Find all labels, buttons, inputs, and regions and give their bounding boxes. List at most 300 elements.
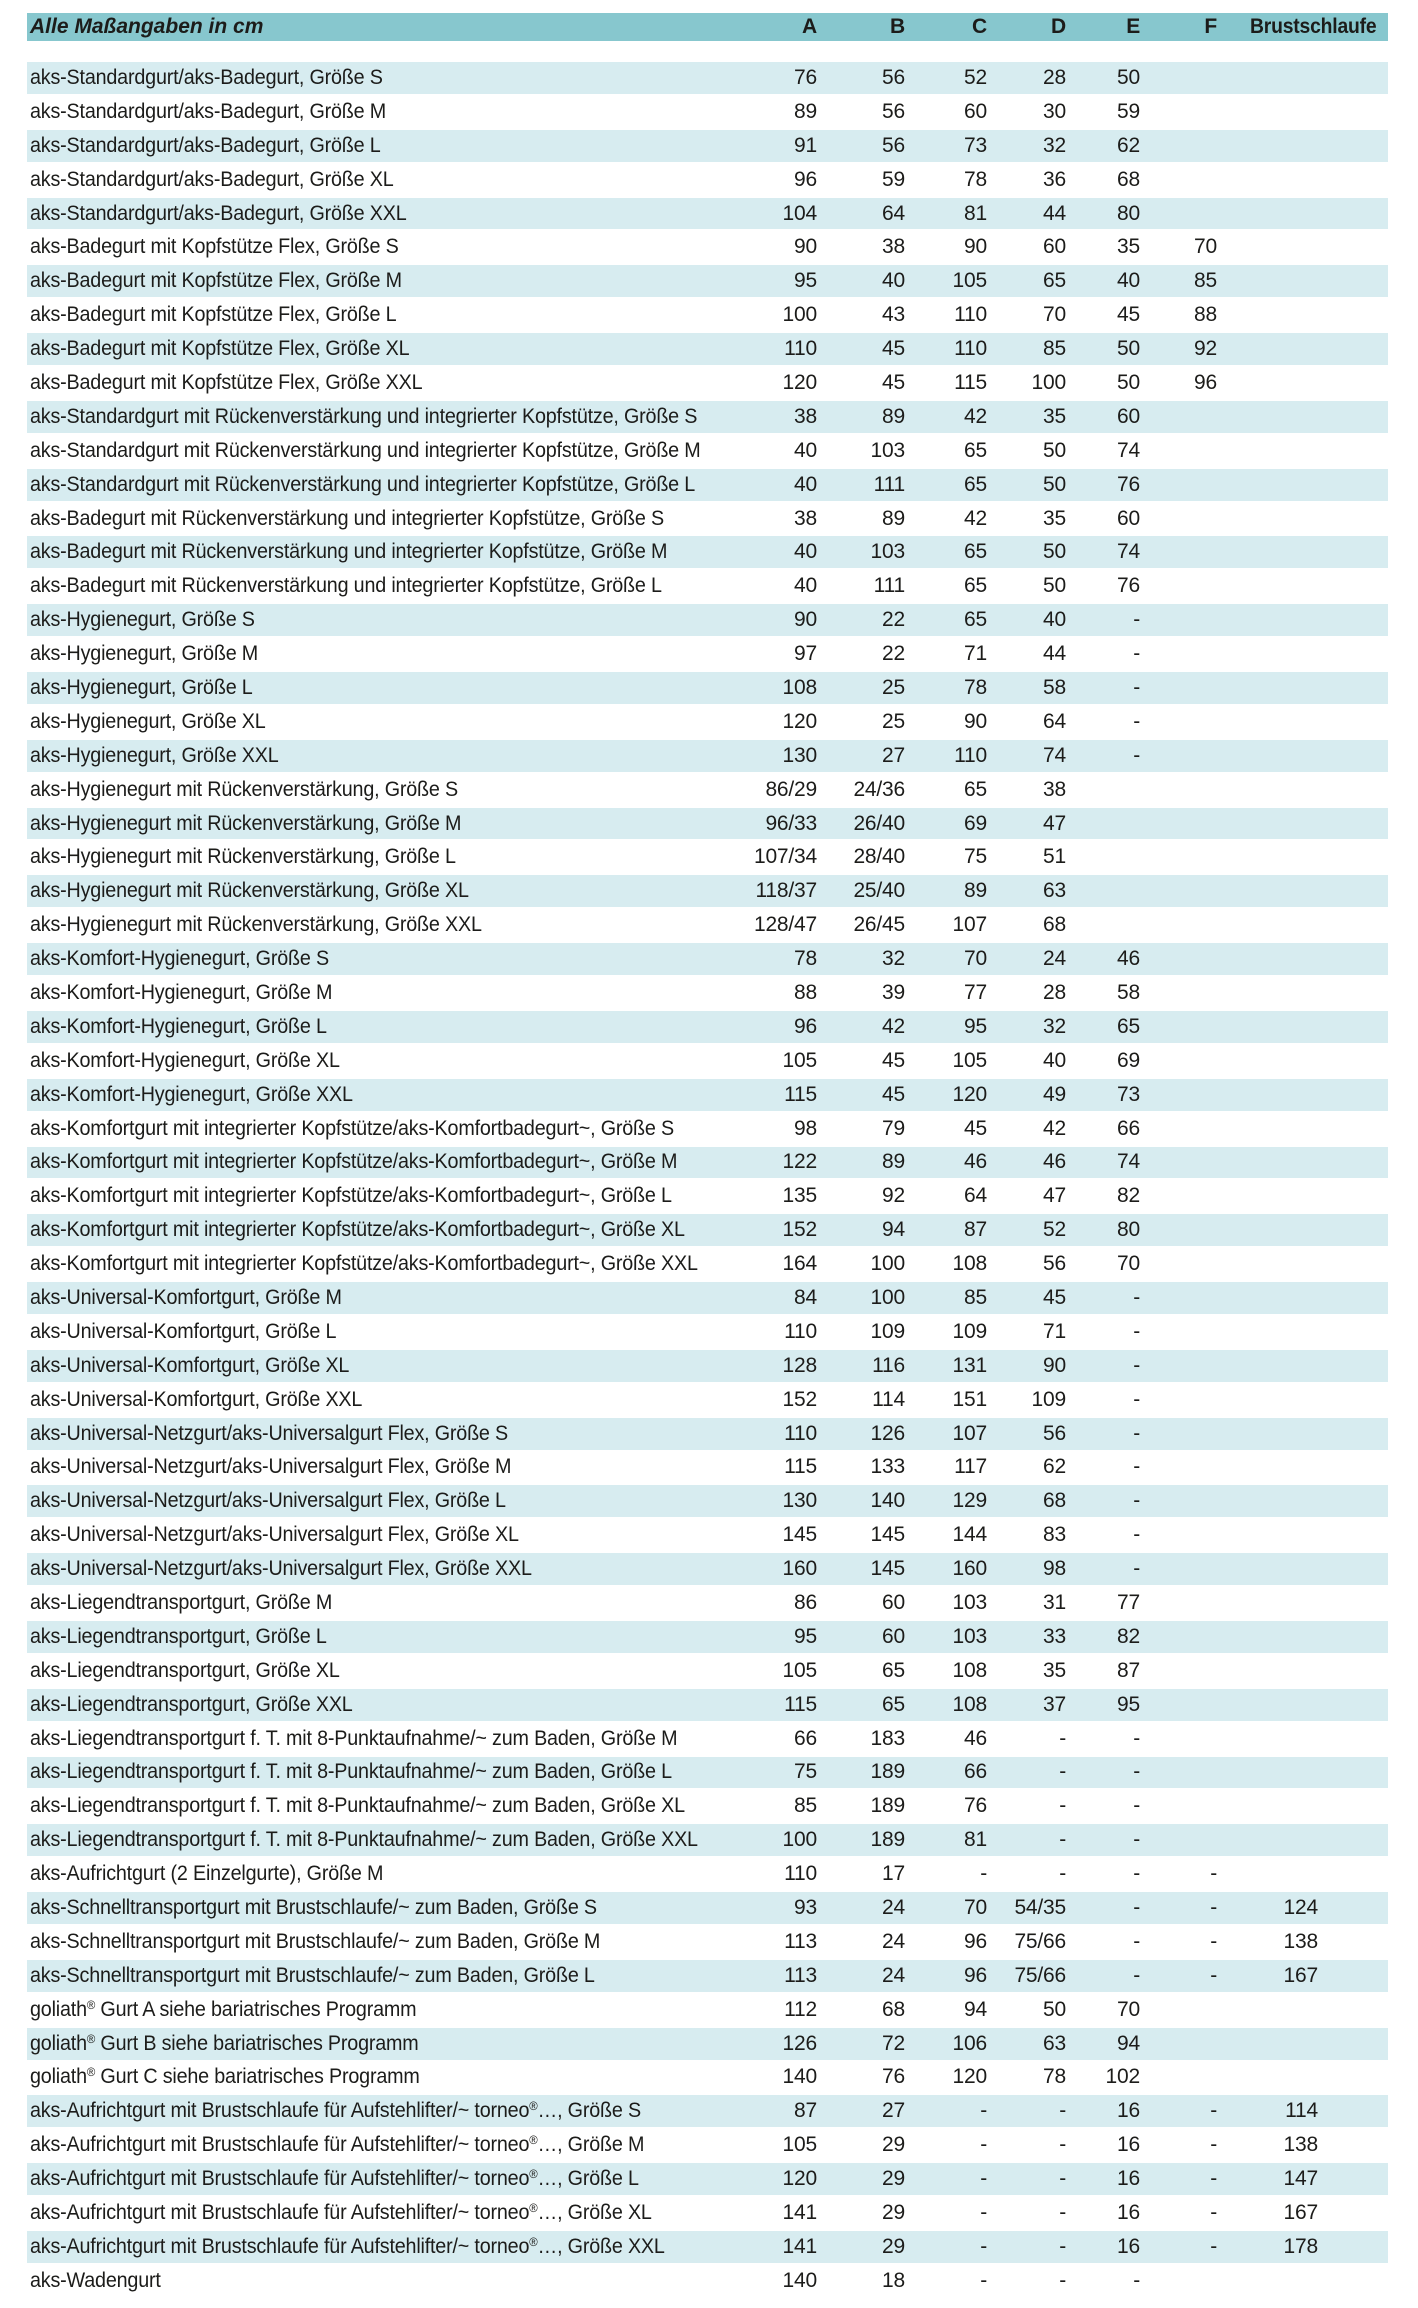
value-a: 78: [794, 947, 817, 971]
product-name: [27, 1320, 727, 1344]
value-d: 52: [1043, 1218, 1066, 1242]
value-b: 29: [882, 2201, 905, 2225]
value-a: 40: [794, 438, 817, 462]
value-b: 27: [882, 2099, 905, 2123]
value-e: -: [1133, 1421, 1140, 1445]
value-a: 100: [782, 303, 817, 327]
table-header: [27, 13, 1388, 41]
table-row: [27, 2095, 1388, 2129]
value-a: 113: [784, 1929, 817, 1953]
product-name: [27, 1727, 727, 1751]
value-brustschlaufe: 138: [1283, 2133, 1318, 2157]
product-name: [27, 1049, 727, 1073]
product-name-label: aks-Badegurt mit Kopfstütze Flex, Größe L: [30, 303, 397, 327]
value-a: 115: [784, 1082, 817, 1106]
product-name: [27, 2065, 727, 2089]
product-name: [27, 66, 727, 90]
product-name-label: aks-Badegurt mit Kopfstütze Flex, Größe M: [30, 269, 402, 293]
value-a: 140: [782, 2065, 817, 2089]
value-f: -: [1210, 1862, 1217, 1886]
value-d: 90: [1043, 1353, 1066, 1377]
value-b: 25: [882, 675, 905, 699]
value-b: 140: [870, 1489, 905, 1513]
value-e: -: [1133, 1489, 1140, 1513]
value-b: 56: [882, 99, 905, 123]
product-name: [27, 1659, 727, 1683]
value-a: 100: [782, 1828, 817, 1852]
value-f: -: [1210, 1896, 1217, 1920]
value-a: 107/34: [753, 845, 817, 869]
table-row: [27, 435, 1388, 469]
value-c: 90: [964, 709, 987, 733]
value-e: 16: [1117, 2167, 1140, 2191]
product-name: [27, 473, 727, 497]
value-b: 26/45: [853, 913, 905, 937]
value-c: -: [980, 2167, 987, 2191]
value-b: 40: [882, 269, 905, 293]
value-d: 65: [1043, 269, 1066, 293]
value-a: 96: [794, 1014, 817, 1038]
value-c: 71: [964, 642, 987, 666]
value-a: 90: [794, 608, 817, 632]
table-row: [27, 1553, 1388, 1587]
value-e: 50: [1117, 337, 1140, 361]
product-name-label: aks-Standardgurt mit Rückenverstärkung und integrierter Kopfstütze, Größe M: [30, 438, 701, 462]
table-row: [27, 164, 1388, 198]
product-name-label: aks-Hygienegurt mit Rückenverstärkung, Größe L: [30, 845, 456, 869]
value-a: 76: [794, 65, 817, 89]
table-row: [27, 2197, 1388, 2231]
table-row: [27, 909, 1388, 943]
product-name: [27, 337, 727, 361]
value-b: 60: [882, 1591, 905, 1615]
product-name: [27, 2235, 727, 2259]
product-name: [27, 2133, 727, 2157]
value-a: 141: [782, 2234, 817, 2258]
value-b: 92: [882, 1184, 905, 1208]
product-name-label: aks-Schnelltransportgurt mit Brustschlaufe/~ zum Baden, Größe S: [30, 1896, 597, 1920]
value-e: -: [1133, 1862, 1140, 1886]
value-c: 109: [952, 1319, 987, 1343]
product-name-label: aks-Komfort-Hygienegurt, Größe M: [30, 980, 333, 1004]
value-d: 60: [1043, 235, 1066, 259]
value-d: 47: [1043, 1184, 1066, 1208]
value-c: 151: [952, 1387, 987, 1411]
product-name-label: aks-Hygienegurt, Größe S: [30, 608, 255, 632]
value-d: 44: [1043, 642, 1066, 666]
table-row: [27, 536, 1388, 570]
value-a: 84: [794, 1286, 817, 1309]
value-b: 65: [882, 1692, 905, 1716]
product-name-label: aks-Komfortgurt mit integrierter Kopfstütze/aks-Komfortbadegurt~, Größe XL: [30, 1218, 685, 1242]
value-e: -: [1133, 1557, 1140, 1581]
product-name: [27, 1252, 727, 1276]
value-c: 105: [952, 269, 987, 293]
value-e: 74: [1117, 1150, 1140, 1174]
value-a: 140: [782, 2268, 817, 2292]
product-name: [27, 1998, 727, 2022]
value-b: 64: [882, 201, 905, 225]
value-d: 38: [1043, 777, 1066, 801]
value-f: -: [1210, 2167, 1217, 2191]
column-header-f: F: [1204, 15, 1217, 38]
value-d: -: [1059, 1794, 1066, 1818]
value-a: 105: [782, 2133, 817, 2157]
table-row: [27, 875, 1388, 909]
product-name-label: aks-Universal-Netzgurt/aks-Universalgurt Flex, Größe XL: [30, 1523, 519, 1547]
product-name: [27, 1557, 727, 1581]
product-name-label: aks-Hygienegurt, Größe M: [30, 642, 259, 666]
value-c: 87: [964, 1218, 987, 1242]
value-a: 98: [794, 1116, 817, 1140]
value-b: 103: [870, 540, 905, 564]
value-d: 70: [1043, 303, 1066, 327]
value-c: 42: [964, 506, 987, 530]
value-d: 42: [1043, 1116, 1066, 1140]
product-name: [27, 540, 727, 564]
table-row: [27, 1926, 1388, 1960]
value-b: 100: [870, 1286, 905, 1309]
value-e: -: [1133, 1455, 1140, 1479]
table-row: [27, 1045, 1388, 1079]
value-d: -: [1059, 1862, 1066, 1886]
value-c: 103: [952, 1591, 987, 1615]
value-b: 133: [870, 1455, 905, 1479]
table-row: [27, 469, 1388, 503]
value-e: -: [1133, 709, 1140, 733]
value-e: -: [1133, 2268, 1140, 2292]
value-c: 115: [954, 370, 987, 394]
product-name-label: aks-Universal-Komfortgurt, Größe XL: [30, 1353, 350, 1377]
value-d: -: [1059, 2268, 1066, 2292]
value-e: -: [1133, 642, 1140, 666]
product-name: [27, 2032, 727, 2056]
product-name: [27, 134, 727, 158]
product-name: [27, 1862, 727, 1886]
value-a: 85: [794, 1794, 817, 1818]
product-name-label: aks-Badegurt mit Rückenverstärkung und integrierter Kopfstütze, Größe S: [30, 506, 664, 530]
value-c: 90: [964, 235, 987, 259]
value-e: 70: [1117, 1252, 1140, 1276]
product-name: [27, 642, 727, 666]
product-name: [27, 947, 727, 971]
value-b: 24/36: [853, 777, 905, 801]
value-d: 35: [1043, 506, 1066, 530]
value-b: 94: [882, 1218, 905, 1242]
value-d: 30: [1043, 99, 1066, 123]
value-e: -: [1133, 1726, 1140, 1750]
value-a: 122: [782, 1150, 817, 1174]
value-e: 16: [1117, 2201, 1140, 2225]
table-row: [27, 299, 1388, 333]
product-name-label: aks-Komfortgurt mit integrierter Kopfstütze/aks-Komfortbadegurt~, Größe M: [30, 1150, 678, 1174]
value-c: -: [980, 1862, 987, 1886]
table-row: [27, 2062, 1388, 2096]
value-e: -: [1133, 1319, 1140, 1343]
value-c: 70: [964, 947, 987, 971]
value-d: 74: [1043, 743, 1066, 767]
value-c: 81: [964, 1828, 987, 1852]
value-e: 16: [1117, 2099, 1140, 2123]
value-b: 59: [882, 167, 905, 191]
value-e: 40: [1117, 269, 1140, 293]
value-c: 96: [964, 1963, 987, 1987]
value-b: 38: [882, 235, 905, 259]
value-a: 40: [794, 472, 817, 496]
product-name: [27, 2201, 727, 2225]
value-e: 73: [1117, 1082, 1140, 1106]
product-name: [27, 1930, 727, 1954]
value-b: 29: [882, 2234, 905, 2258]
value-b: 42: [882, 1014, 905, 1038]
product-name-label: aks-Universal-Komfortgurt, Größe XXL: [30, 1387, 363, 1411]
value-c: 66: [964, 1760, 987, 1784]
product-name-label: aks-Standardgurt mit Rückenverstärkung und integrierter Kopfstütze, Größe S: [30, 404, 698, 428]
value-d: 51: [1043, 845, 1066, 869]
value-b: 76: [882, 2065, 905, 2089]
value-d: -: [1059, 2234, 1066, 2258]
value-d: 50: [1043, 1997, 1066, 2021]
product-name: [27, 676, 727, 700]
table-row: [27, 1180, 1388, 1214]
value-a: 105: [782, 1658, 817, 1682]
column-header-c: C: [972, 15, 987, 38]
table-row: [27, 977, 1388, 1011]
value-b: 26/40: [853, 811, 905, 835]
table-row: [27, 1147, 1388, 1181]
value-d: -: [1059, 1828, 1066, 1852]
product-name: [27, 303, 727, 327]
value-c: -: [980, 2268, 987, 2292]
value-e: 77: [1117, 1591, 1140, 1615]
table-row: [27, 198, 1388, 232]
table-title: Alle Maßangaben in cm: [30, 15, 264, 38]
product-name: [27, 1523, 727, 1547]
product-name: [27, 574, 727, 598]
table-row: [27, 1960, 1388, 1994]
value-c: 78: [964, 675, 987, 699]
value-b: 45: [882, 1082, 905, 1106]
value-c: 46: [964, 1726, 987, 1750]
product-name-label: aks-Badegurt mit Rückenverstärkung und integrierter Kopfstütze, Größe L: [30, 574, 662, 598]
value-e: 50: [1117, 370, 1140, 394]
value-b: 29: [882, 2133, 905, 2157]
product-name: [27, 100, 727, 124]
value-e: -: [1133, 608, 1140, 632]
value-c: 117: [954, 1455, 987, 1479]
table-row: [27, 1892, 1388, 1926]
product-name-label: aks-Hygienegurt, Größe XL: [30, 709, 266, 733]
value-b: 22: [882, 608, 905, 632]
value-b: 56: [882, 65, 905, 89]
product-name-label: aks-Schnelltransportgurt mit Brustschlaufe/~ zum Baden, Größe L: [30, 1963, 595, 1987]
value-c: 96: [964, 1929, 987, 1953]
value-e: 35: [1117, 235, 1140, 259]
value-c: 85: [964, 1286, 987, 1309]
value-b: 89: [882, 404, 905, 428]
value-a: 135: [782, 1184, 817, 1208]
table-row: [27, 570, 1388, 604]
value-d: 47: [1043, 811, 1066, 835]
product-name-label: aks-Liegendtransportgurt f. T. mit 8-Punktaufnahme/~ zum Baden, Größe L: [30, 1760, 672, 1784]
product-name-label: aks-Hygienegurt mit Rückenverstärkung, Größe M: [30, 811, 462, 835]
value-c: 107: [952, 913, 987, 937]
value-a: 38: [794, 506, 817, 530]
table-row: [27, 672, 1388, 706]
table-row: [27, 62, 1388, 96]
product-name-label: aks-Liegendtransportgurt, Größe XXL: [30, 1692, 353, 1716]
value-e: -: [1133, 1896, 1140, 1920]
value-a: 164: [782, 1252, 817, 1276]
value-c: 105: [952, 1048, 987, 1072]
value-e: 95: [1117, 1692, 1140, 1716]
value-brustschlaufe: 167: [1283, 1963, 1318, 1987]
value-b: 68: [882, 1997, 905, 2021]
product-name-label: aks-Standardgurt/aks-Badegurt, Größe M: [30, 99, 387, 123]
table-row: [27, 1723, 1388, 1757]
value-d: 46: [1043, 1150, 1066, 1174]
table-row: [27, 1079, 1388, 1113]
value-c: 60: [964, 99, 987, 123]
column-header-brustschlaufe-label: Brustschlaufe: [1249, 15, 1376, 38]
value-d: 28: [1043, 65, 1066, 89]
value-b: 89: [882, 1150, 905, 1174]
value-b: 126: [870, 1421, 905, 1445]
product-name-label: goliath® Gurt A siehe bariatrisches Programm: [30, 1997, 417, 2021]
product-name-label: aks-Badegurt mit Rückenverstärkung und integrierter Kopfstütze, Größe M: [30, 540, 668, 564]
value-a: 95: [794, 1624, 817, 1648]
value-a: 104: [782, 201, 817, 225]
value-a: 75: [794, 1760, 817, 1784]
product-name: [27, 1828, 727, 1852]
value-d: -: [1059, 2201, 1066, 2225]
value-e: 59: [1117, 99, 1140, 123]
value-b: 45: [882, 370, 905, 394]
value-b: 27: [882, 743, 905, 767]
column-header-d: D: [1051, 15, 1066, 38]
value-e: 16: [1117, 2234, 1140, 2258]
value-a: 112: [784, 1997, 817, 2021]
value-brustschlaufe: 114: [1285, 2099, 1318, 2123]
value-c: 110: [954, 303, 987, 327]
value-d: 64: [1043, 709, 1066, 733]
value-d: 54/35: [1014, 1896, 1066, 1920]
value-c: 52: [964, 65, 987, 89]
value-brustschlaufe: 124: [1283, 1896, 1318, 1920]
table-row: [27, 1214, 1388, 1248]
table-row: [27, 604, 1388, 638]
value-c: 78: [964, 167, 987, 191]
table-row: [27, 401, 1388, 435]
value-e: 102: [1105, 2065, 1140, 2089]
table-row: [27, 1519, 1388, 1553]
value-b: 25: [882, 709, 905, 733]
product-name-label: aks-Hygienegurt mit Rückenverstärkung, Größe XXL: [30, 913, 482, 937]
product-name-label: aks-Liegendtransportgurt f. T. mit 8-Punktaufnahme/~ zum Baden, Größe XL: [30, 1794, 685, 1818]
product-name-label: aks-Universal-Netzgurt/aks-Universalgurt Flex, Größe L: [30, 1489, 506, 1513]
product-name: [27, 507, 727, 531]
value-b: 189: [870, 1828, 905, 1852]
value-d: 32: [1043, 133, 1066, 157]
product-name-label: aks-Standardgurt/aks-Badegurt, Größe S: [30, 65, 383, 89]
value-c: 160: [952, 1557, 987, 1581]
product-name: [27, 1422, 727, 1446]
value-a: 130: [782, 743, 817, 767]
value-b: 28/40: [853, 845, 905, 869]
value-e: 60: [1117, 506, 1140, 530]
value-d: 100: [1031, 370, 1066, 394]
value-c: -: [980, 2234, 987, 2258]
product-name: [27, 981, 727, 1005]
value-b: 45: [882, 337, 905, 361]
product-name-label: aks-Komfort-Hygienegurt, Größe S: [30, 947, 329, 971]
value-c: 108: [952, 1252, 987, 1276]
value-d: 31: [1043, 1591, 1066, 1615]
value-d: -: [1059, 1760, 1066, 1784]
product-name: [27, 744, 727, 768]
product-name-label: aks-Liegendtransportgurt f. T. mit 8-Punktaufnahme/~ zum Baden, Größe XXL: [30, 1828, 698, 1852]
table-row: [27, 2231, 1388, 2265]
value-e: -: [1133, 1523, 1140, 1547]
value-e: -: [1133, 743, 1140, 767]
table-row: [27, 1994, 1388, 2028]
value-c: 81: [964, 201, 987, 225]
table-row: [27, 333, 1388, 367]
product-name-label: aks-Standardgurt mit Rückenverstärkung und integrierter Kopfstütze, Größe L: [30, 472, 696, 496]
value-e: -: [1133, 1963, 1140, 1987]
value-b: 189: [870, 1760, 905, 1784]
value-d: -: [1059, 2167, 1066, 2191]
value-e: -: [1133, 1929, 1140, 1953]
value-b: 17: [882, 1862, 905, 1886]
product-name-label: aks-Universal-Komfortgurt, Größe L: [30, 1319, 337, 1343]
product-name: [27, 1117, 727, 1141]
product-name-label: goliath® Gurt C siehe bariatrisches Programm: [30, 2065, 420, 2089]
product-name: [27, 235, 727, 259]
table-row: [27, 130, 1388, 164]
value-b: 114: [872, 1387, 905, 1411]
value-d: 35: [1043, 1658, 1066, 1682]
value-a: 40: [794, 574, 817, 598]
value-brustschlaufe: 178: [1283, 2234, 1318, 2258]
value-c: 64: [964, 1184, 987, 1208]
product-name-label: aks-Standardgurt/aks-Badegurt, Größe L: [30, 133, 381, 157]
product-name: [27, 778, 727, 802]
value-c: 95: [964, 1014, 987, 1038]
value-d: 37: [1043, 1692, 1066, 1716]
value-d: 50: [1043, 472, 1066, 496]
value-b: 189: [870, 1794, 905, 1818]
product-name: [27, 405, 727, 429]
value-c: 94: [964, 1997, 987, 2021]
value-c: 108: [952, 1658, 987, 1682]
product-name-label: aks-Komfortgurt mit integrierter Kopfstütze/aks-Komfortbadegurt~, Größe XXL: [30, 1252, 698, 1276]
value-a: 128/47: [753, 913, 817, 937]
value-a: 87: [794, 2099, 817, 2123]
value-d: -: [1059, 2133, 1066, 2157]
value-b: 72: [882, 2031, 905, 2055]
table-row: [27, 706, 1388, 740]
value-a: 86/29: [765, 777, 817, 801]
value-b: 24: [882, 1963, 905, 1987]
product-name-label: aks-Aufrichtgurt mit Brustschlaufe für Aufstehlifter/~ torneo®…, Größe L: [30, 2167, 639, 2191]
table-body: [27, 62, 1388, 2299]
table-row: [27, 1790, 1388, 1824]
value-f: -: [1210, 1929, 1217, 1953]
value-a: 110: [784, 1862, 817, 1886]
value-e: 62: [1117, 133, 1140, 157]
product-name: [27, 1896, 727, 1920]
